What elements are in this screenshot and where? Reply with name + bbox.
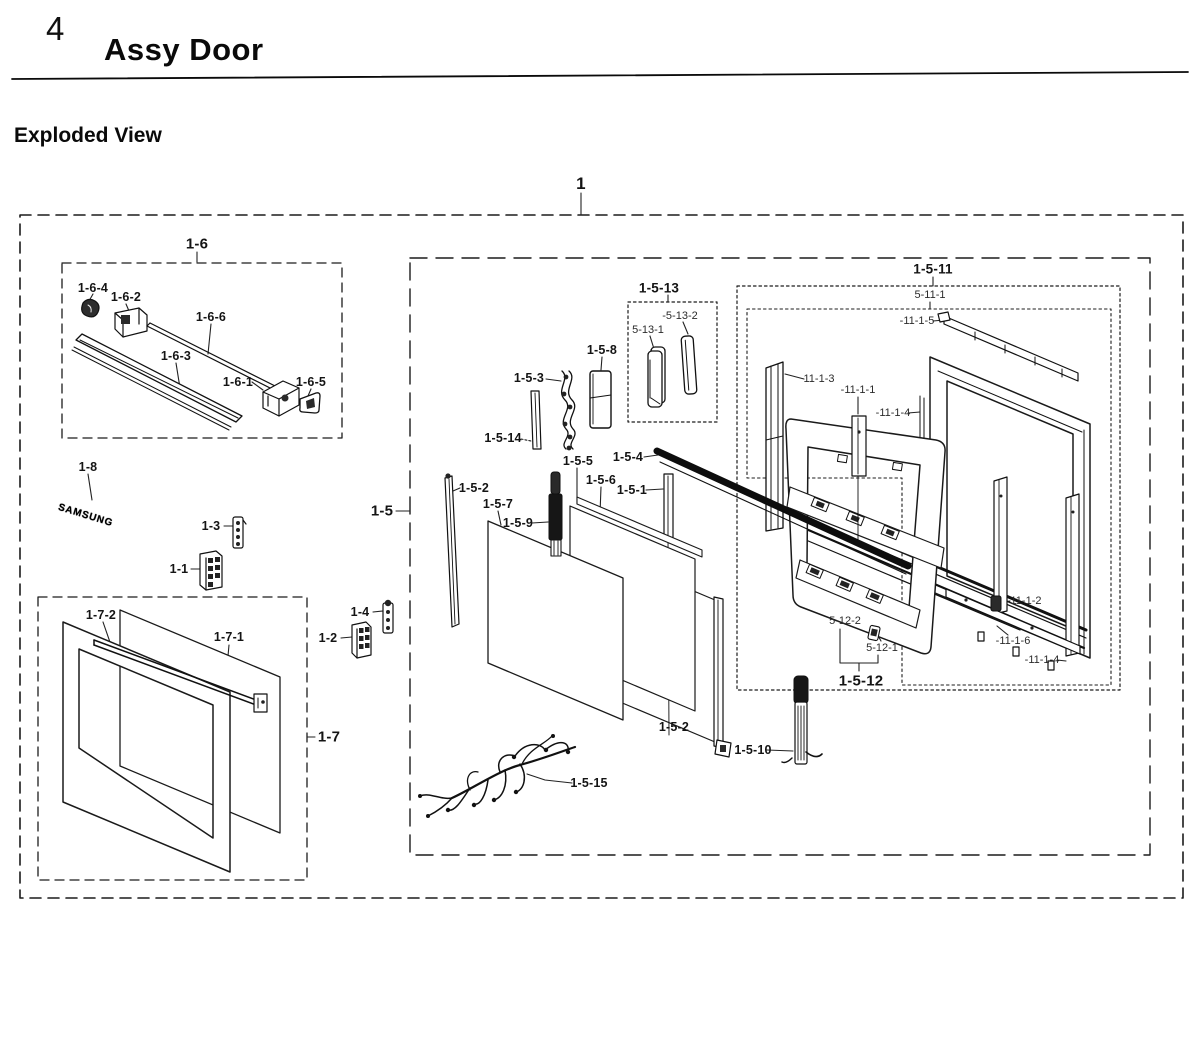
- part-1-6-3-rail: [72, 334, 242, 430]
- label-1-6-2: 1-6-2: [110, 290, 142, 304]
- part-1-1-plate: [200, 551, 222, 590]
- label-1-5-3: 1-5-3: [513, 371, 545, 385]
- label-1-6: 1-6: [185, 235, 209, 253]
- part-1-5-15-harness: [418, 734, 575, 818]
- label-1-5-8: 1-5-8: [586, 343, 618, 357]
- samsung-logo-part: SAMSUNG: [56, 502, 115, 530]
- label-1-6-3: 1-6-3: [160, 349, 192, 363]
- label-1-5-13: 1-5-13: [638, 280, 680, 296]
- part-5-13-2-cover: [681, 336, 697, 395]
- label-1-7: 1-7: [317, 728, 341, 746]
- label-1-8: 1-8: [78, 460, 98, 474]
- label-1-5-15: 1-5-15: [570, 776, 608, 790]
- page-subtitle: Exploded View: [14, 124, 162, 147]
- part-1-5-9-hinge: [549, 472, 562, 556]
- part-1-6-4-clip: [82, 299, 99, 317]
- label-1-6-1: 1-6-1: [222, 375, 254, 389]
- label-5-13-1: 5-13-1: [632, 324, 664, 336]
- part-front-bar-left: [994, 477, 1007, 614]
- label-11-1-2: 11-1-2: [1010, 595, 1042, 607]
- label-11-1-5: -11-1-5: [899, 315, 935, 327]
- part-1-5-3-gasket: [562, 371, 575, 450]
- label-1-5-10: 1-5-10: [734, 743, 772, 757]
- label-1-5-6: 1-5-6: [585, 473, 617, 487]
- part-1-5-2-left-strip: [445, 473, 459, 627]
- label-5-12-2: 5-12-2: [829, 615, 861, 627]
- part-1-2-plate: [352, 622, 371, 658]
- label-1-5-4: 1-5-4: [612, 450, 644, 464]
- label-5-11-1: 5-11-1: [914, 289, 946, 301]
- label-5-12-1: 5-12-1: [866, 642, 898, 654]
- label-1-5: 1-5: [370, 502, 394, 520]
- label-1-7-1: 1-7-1: [213, 630, 245, 644]
- label-1-5-11: 1-5-11: [913, 261, 953, 277]
- label-1-4: 1-4: [350, 605, 370, 619]
- part-1-6-5-clip: [300, 393, 320, 413]
- part-1-5-14-strip: [531, 391, 541, 449]
- page-title: Assy Door: [104, 32, 264, 67]
- label-1-6-4: 1-6-4: [77, 281, 109, 295]
- label-1-5-2b: 1-5-2: [658, 720, 690, 734]
- part-1-5-2-right-strip: [714, 597, 731, 757]
- label-1-5-1: 1-5-1: [616, 483, 648, 497]
- part-1-6-2-bracket: [115, 308, 147, 337]
- part-front-bar-right: [1066, 494, 1079, 656]
- title-underline: [12, 72, 1188, 79]
- label-1-5-14: 1-5-14: [484, 431, 522, 445]
- label-1-1: 1-1: [169, 562, 189, 576]
- part-1-4-strip: [383, 600, 393, 633]
- label-1-7-2: 1-7-2: [85, 608, 117, 622]
- label-1-6-5: 1-6-5: [295, 375, 327, 389]
- part-1-5-8-pad: [590, 371, 611, 428]
- label-1-5-7: 1-5-7: [482, 497, 514, 511]
- label-5-13-2: -5-13-2: [662, 310, 698, 322]
- part-5-12-1-clip: [868, 625, 881, 641]
- label-11-1-6: -11-1-6: [995, 635, 1031, 647]
- label-1-5-9: 1-5-9: [502, 516, 534, 530]
- label-1-2: 1-2: [318, 631, 338, 645]
- label-11-1-4b: -11-1-4: [1024, 654, 1060, 666]
- label-11-1-4a: -11-1-4: [875, 407, 911, 419]
- label-1: 1: [576, 174, 586, 193]
- label-11-1-1: -11-1-1: [840, 384, 876, 396]
- section-number: 4: [46, 10, 65, 47]
- label-1-6-6: 1-6-6: [195, 310, 227, 324]
- part-1-3-strip: [233, 517, 246, 548]
- label-11-1-3: 11-1-3: [803, 373, 835, 385]
- part-11-1-2-tab: [991, 596, 1001, 611]
- label-1-5-2a: 1-5-2: [458, 481, 490, 495]
- label-1-5-12: 1-5-12: [838, 672, 884, 690]
- label-1-3: 1-3: [201, 519, 221, 533]
- label-1-5-5: 1-5-5: [562, 454, 594, 468]
- part-5-13-1-cover: [648, 347, 665, 407]
- part-1-6-1-bracket: [263, 381, 299, 416]
